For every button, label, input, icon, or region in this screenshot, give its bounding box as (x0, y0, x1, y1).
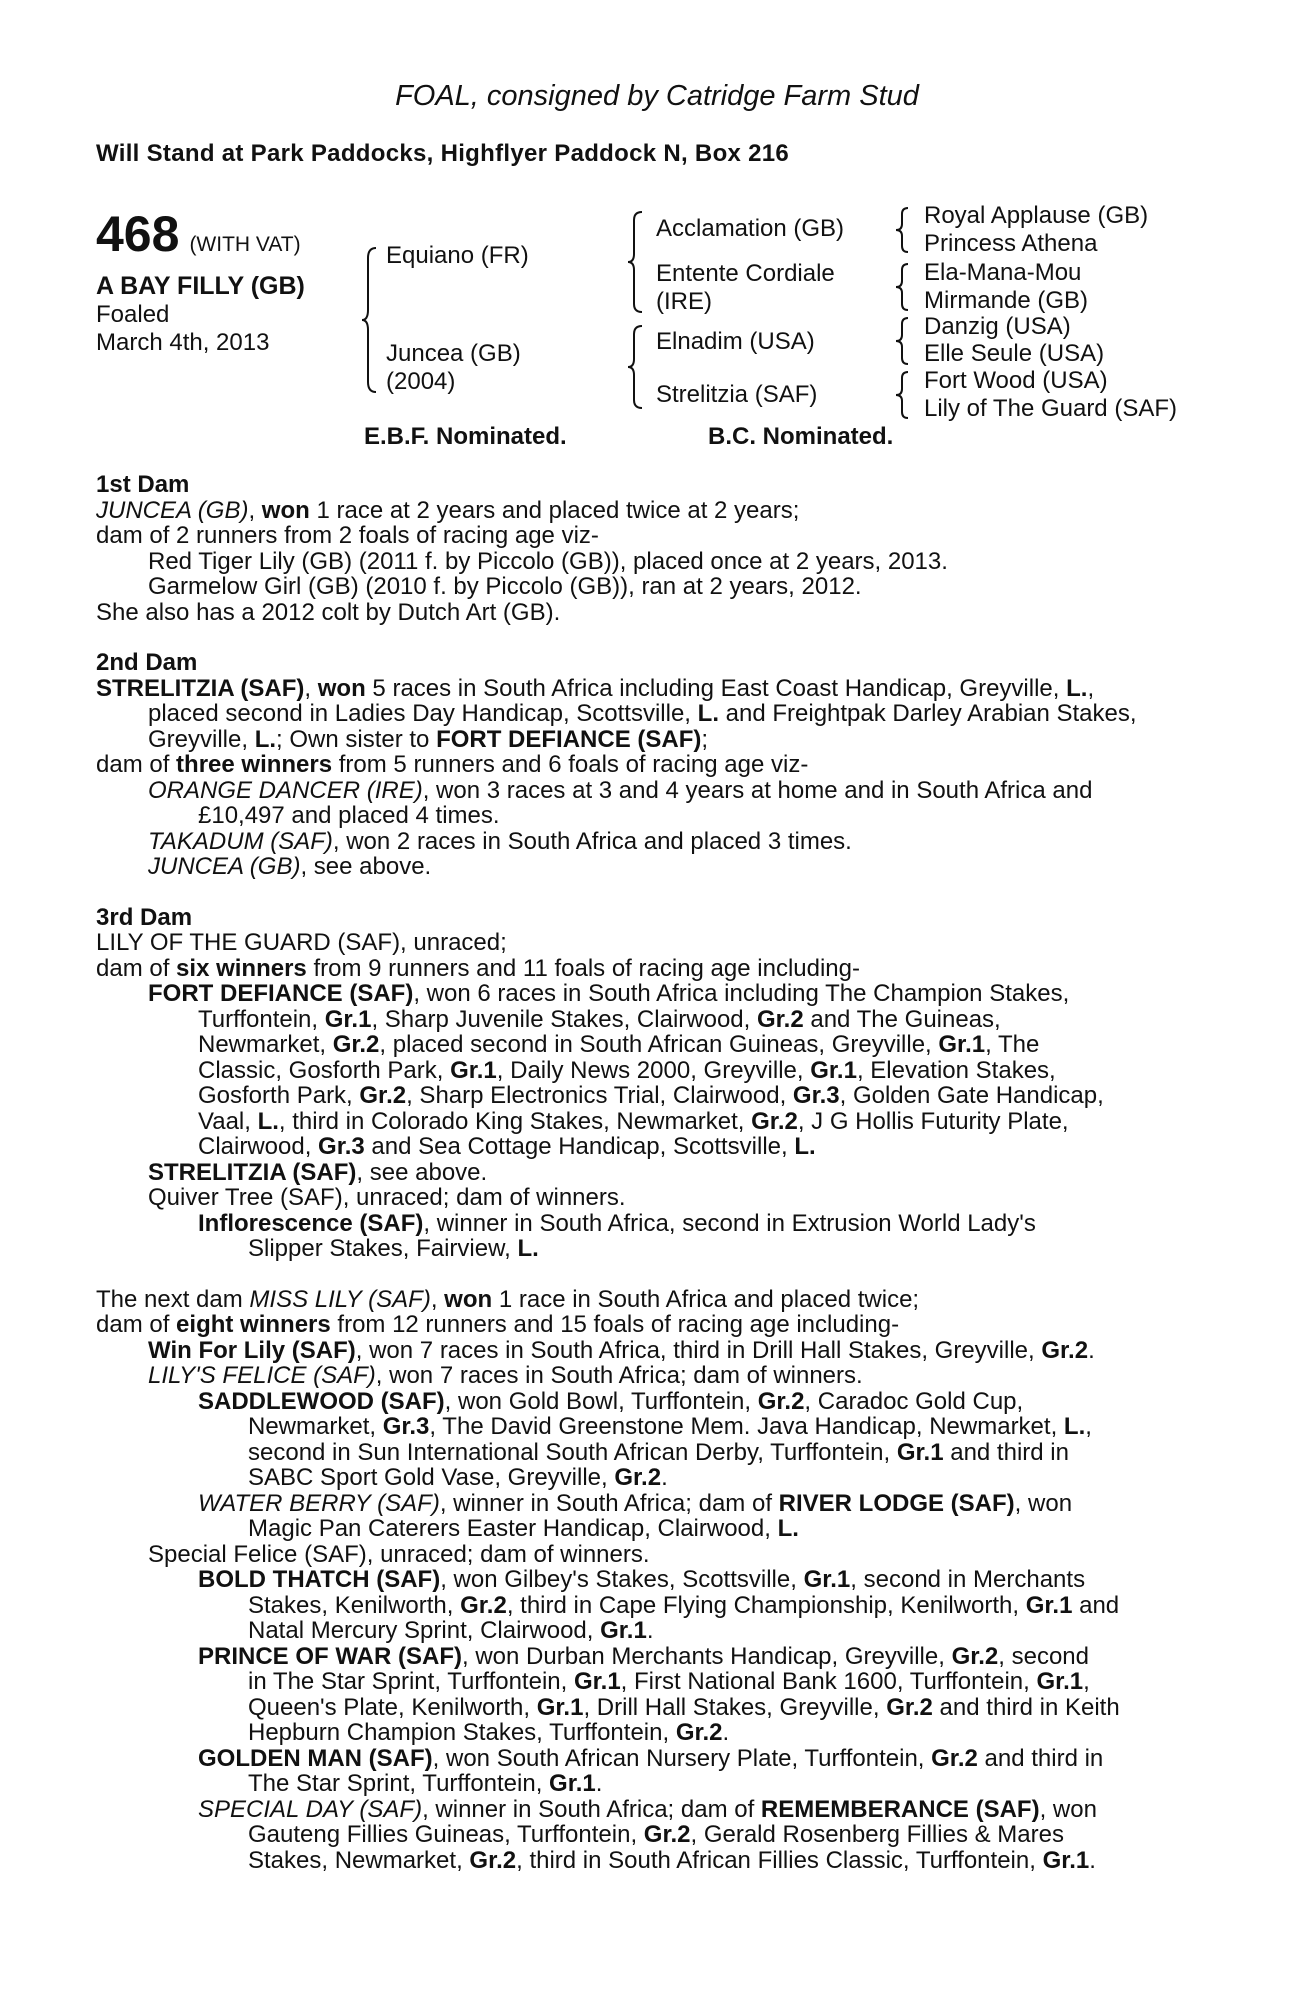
produce-note: She also has a 2012 colt by Dutch Art (GB). (96, 598, 561, 626)
continuation-line (96, 1134, 1206, 1160)
lot-number: 468 (96, 206, 180, 262)
text: from 9 runners and 11 foals of racing age including- (306, 954, 860, 982)
produce-entry: Garmelow Girl (GB) (2010 f. by Piccolo (GB)), ran at 2 years, 2012. (148, 573, 862, 600)
pedigree-bracket-ds (896, 316, 912, 366)
dam-name: STRELITZIA (SAF) (96, 674, 305, 702)
horse-name: LILY'S FELICE (SAF) (148, 1362, 376, 1389)
text: , see above. (300, 853, 432, 880)
text: Stakes, Kenilworth, (248, 1591, 461, 1619)
dam-produce-summary (96, 956, 1206, 982)
text: , second (998, 1642, 1089, 1670)
continuation-line (96, 1414, 1206, 1440)
text: Newmarket, (248, 1413, 383, 1440)
grade-mark: Gr.3 (318, 1133, 365, 1160)
text: , won (1039, 1795, 1097, 1823)
text: , second in Merchants (850, 1566, 1086, 1593)
punctuation: , (1085, 1413, 1092, 1440)
continuation-line (96, 1516, 1206, 1542)
text: , won (1014, 1489, 1073, 1517)
punctuation: . (1089, 1846, 1096, 1874)
foaled-info (96, 301, 269, 357)
continuation-line (96, 1058, 1206, 1084)
continuation-line (96, 1236, 1206, 1262)
text: , won Gold Bowl, Turffontein, (444, 1387, 758, 1415)
produce-entry (96, 1644, 1206, 1670)
grade-mark: Gr.2 (951, 1642, 999, 1670)
continuation-line (96, 1440, 1206, 1466)
listed-mark: L. (257, 1107, 279, 1135)
text: , Daily News 2000, Greyville, (496, 1056, 811, 1084)
dam-name: MISS LILY (SAF) (249, 1285, 431, 1313)
text: , placed second in South African Guineas, Greyville, (379, 1031, 939, 1058)
text: Gauteng Fillies Guineas, Turffontein, (248, 1821, 644, 1848)
pedigree-sire-dam-name: Entente Cordiale (656, 260, 835, 287)
pedigree-bracket-gen1 (362, 246, 380, 394)
pedigree-ssd: Princess Athena (924, 230, 1098, 257)
grade-mark: Gr.2 (359, 1082, 407, 1109)
continuation-line (96, 701, 1206, 727)
pedigree-sire-sire: Acclamation (GB) (656, 215, 845, 242)
winners-count: six winners (176, 954, 307, 982)
horse-name: ORANGE DANCER (IRE) (148, 776, 423, 804)
horse-name: STRELITZIA (SAF) (148, 1158, 357, 1186)
text: , winner in South Africa, second in Extrusion World Lady's (423, 1209, 1036, 1237)
produce-entry: Red Tiger Lily (GB) (2011 f. by Piccolo (GB)), placed once at 2 years, 2013. (148, 547, 948, 575)
text: second in Sun International South African Derby, Turffontein, (248, 1438, 897, 1466)
text: Slipper Stakes, Fairview, (248, 1235, 518, 1262)
text: and Freightpak Darley Arabian Stakes, (718, 700, 1137, 727)
stand-location: Will Stand at Park Paddocks, Highflyer Paddock N, Box 216 (96, 140, 790, 167)
first-dam-line: JUNCEA (GB), won 1 race at 2 years and placed twice at 2 years; (96, 496, 800, 524)
text: Stakes, Newmarket, (248, 1846, 470, 1874)
pedigree-sds: Ela-Mana-Mou (924, 259, 1082, 286)
produce-entry (96, 1338, 1206, 1364)
second-dam-line (96, 676, 1206, 702)
grade-mark: Gr.2 (886, 1693, 933, 1721)
grade-mark: Gr.2 (643, 1821, 691, 1848)
grade-mark: Gr.2 (931, 1744, 978, 1772)
grade-mark: Gr.2 (756, 1005, 804, 1033)
grade-mark: Gr.1 (573, 1668, 621, 1695)
ebf-nominated: E.B.F. Nominated. (364, 423, 567, 450)
grade-mark: Gr.1 (1025, 1591, 1073, 1619)
separator: , (304, 674, 318, 702)
grade-mark: Gr.1 (549, 1770, 596, 1797)
grade-mark: Gr.1 (450, 1056, 497, 1084)
text: and Sea Cottage Handicap, Scottsville, (364, 1133, 795, 1160)
text: Vaal, (198, 1107, 258, 1135)
produce-entry (96, 1211, 1206, 1237)
punctuation: ; (701, 725, 709, 753)
produce-entry (96, 778, 1206, 804)
text: Classic, Gosforth Park, (198, 1056, 451, 1084)
continuation-line (96, 1848, 1206, 1874)
pedigree-dam-year: (2004) (386, 368, 456, 395)
section-gap (96, 1262, 1206, 1287)
produce-entry (96, 1797, 1206, 1823)
pedigree-sire-dam-origin: (IRE) (656, 288, 712, 315)
grade-mark: Gr.1 (803, 1566, 851, 1593)
continuation-line (96, 1083, 1206, 1109)
produce-entry (96, 981, 1206, 1007)
won-label: won (261, 496, 310, 524)
continuation-line (96, 1109, 1206, 1135)
text: and third in Keith (932, 1693, 1120, 1721)
text: dam of (96, 751, 177, 778)
continuation-line (96, 1669, 1206, 1695)
listed-mark: L. (777, 1515, 799, 1542)
pedigree-dss: Danzig (USA) (924, 313, 1071, 340)
pedigree-dam-sire: Elnadim (USA) (656, 328, 815, 355)
produce-entry (96, 1567, 1206, 1593)
text: , The (985, 1031, 1040, 1058)
text: , J G Hollis Futurity Plate, (797, 1107, 1069, 1135)
produce-entry (96, 1160, 1206, 1186)
pedigree-dam-name: Juncea (GB) (386, 340, 521, 367)
text: , won Durban Merchants Handicap, Greyville, (462, 1642, 952, 1670)
horse-name: Inflorescence (SAF) (198, 1209, 424, 1237)
produce-entry: Special Felice (SAF), unraced; dam of winners. (148, 1540, 650, 1568)
grade-mark: Gr.2 (469, 1846, 517, 1874)
text: Natal Mercury Sprint, Clairwood, (248, 1617, 601, 1644)
text: dam of (96, 954, 177, 982)
text: , won 6 races in South Africa including The Champion Stakes, (413, 980, 1070, 1007)
dam-name: JUNCEA (GB) (96, 496, 249, 524)
punctuation: , (1083, 1668, 1090, 1695)
text: , First National Bank 1600, Turffontein, (620, 1668, 1037, 1695)
listed-mark: L. (1063, 1413, 1086, 1440)
text: Greyville, (148, 725, 255, 753)
listed-mark: L. (254, 725, 277, 753)
pedigree-sdd: Mirmande (GB) (924, 287, 1089, 314)
horse-name: FORT DEFIANCE (SAF) (148, 980, 414, 1007)
separator: , (430, 1285, 445, 1313)
text: Queen's Plate, Kenilworth, (248, 1693, 537, 1721)
horse-name: Win For Lily (SAF) (148, 1336, 356, 1364)
grade-mark: Gr.2 (460, 1591, 507, 1619)
foaled-date: March 4th, 2013 (96, 329, 270, 356)
text: , Elevation Stakes, (856, 1056, 1056, 1084)
continuation-line (96, 1720, 1206, 1746)
produce-entry (96, 1746, 1206, 1772)
section-gap (96, 625, 1206, 650)
text: , won South African Nursery Plate, Turffontein, (432, 1744, 932, 1772)
horse-name: PRINCE OF WAR (SAF) (198, 1642, 462, 1670)
horse-name: SADDLEWOOD (SAF) (198, 1387, 445, 1415)
winners-count: three winners (176, 751, 333, 778)
continuation-line (96, 1465, 1206, 1491)
text: Gosforth Park, (198, 1082, 360, 1109)
text: , won 2 races in South Africa and placed 3 times. (332, 827, 852, 855)
text: and The Guineas, (803, 1005, 1001, 1033)
produce-entry (96, 1389, 1206, 1415)
pedigree-bracket-dam (628, 324, 646, 410)
text: , Sharp Electronics Trial, Clairwood, (406, 1082, 793, 1109)
grade-mark: Gr.1 (896, 1438, 944, 1466)
listed-mark: L. (697, 700, 719, 727)
text: Turffontein, (198, 1005, 325, 1033)
grade-mark: Gr.2 (332, 1031, 380, 1058)
punctuation: . (595, 1770, 603, 1797)
produce-entry: Quiver Tree (SAF), unraced; dam of winners. (148, 1184, 626, 1211)
listed-mark: L. (794, 1133, 816, 1160)
grade-mark: Gr.2 (751, 1107, 798, 1135)
bc-nominated: B.C. Nominated. (708, 423, 894, 450)
foaled-label: Foaled (96, 301, 170, 328)
continuation-line (96, 727, 1206, 753)
text: , Golden Gate Handicap, (839, 1082, 1104, 1109)
won-label: won (444, 1285, 493, 1313)
continuation-line (96, 1618, 1206, 1644)
pedigree-notes (96, 472, 1206, 1873)
consignment-line: FOAL, consigned by Catridge Farm Stud (395, 80, 919, 112)
pedigree-dsd: Elle Seule (USA) (924, 340, 1105, 367)
next-dam-line (96, 1287, 1206, 1313)
text: Hepburn Champion Stakes, Turffontein, (248, 1719, 676, 1746)
listed-mark: L. (1066, 674, 1088, 702)
second-dam-heading: 2nd Dam (96, 649, 198, 676)
text: and (1072, 1591, 1120, 1619)
text: , Caradoc Gold Cup, (804, 1387, 1024, 1415)
text: ; Own sister to (276, 725, 437, 753)
horse-name: RIVER LODGE (SAF) (778, 1489, 1015, 1517)
punctuation: , (1087, 674, 1095, 702)
listed-mark: L. (517, 1235, 539, 1262)
dam-produce-summary: dam of 2 runners from 2 foals of racing age viz- (96, 522, 599, 549)
vat-note: (WITH VAT) (189, 233, 301, 256)
pedigree-sss: Royal Applause (GB) (924, 202, 1149, 229)
race-record: 5 races in South Africa including East Coast Handicap, Greyville, (365, 674, 1067, 702)
horse-name: TAKADUM (SAF) (148, 827, 333, 855)
text: Clairwood, (198, 1133, 319, 1160)
pedigree-sire-dam (656, 260, 835, 316)
pedigree-dds: Fort Wood (USA) (924, 367, 1108, 394)
horse-name: GOLDEN MAN (SAF) (198, 1744, 433, 1772)
dam-produce-summary (96, 752, 1206, 778)
text: , won 3 races at 3 and 4 years at home and in South Africa and (422, 776, 1093, 804)
pedigree-ddd: Lily of The Guard (SAF) (924, 395, 1177, 422)
pedigree-bracket-sire (628, 210, 646, 314)
pedigree-dam-dam: Strelitzia (SAF) (656, 381, 818, 408)
third-dam-line: LILY OF THE GUARD (SAF), unraced; (96, 929, 507, 956)
horse-name: REMEMBERANCE (SAF) (760, 1795, 1040, 1823)
text: from 5 runners and 6 foals of racing age viz- (332, 751, 809, 778)
continuation-line (96, 1771, 1206, 1797)
grade-mark: Gr.1 (600, 1617, 647, 1644)
text: , winner in South Africa; dam of (439, 1489, 779, 1517)
grade-mark: Gr.3 (792, 1082, 840, 1109)
first-dam-heading: 1st Dam (96, 471, 190, 498)
produce-entry (96, 1491, 1206, 1517)
horse-name: BOLD THATCH (SAF) (198, 1566, 441, 1593)
grade-mark: Gr.2 (757, 1387, 805, 1415)
text: , winner in South Africa; dam of (422, 1795, 761, 1823)
text: Magic Pan Caterers Easter Handicap, Clairwood, (248, 1515, 778, 1542)
text: The next dam (96, 1285, 250, 1313)
text: The Star Sprint, Turffontein, (248, 1770, 550, 1797)
pedigree-bracket-sd (896, 262, 912, 312)
won-label: won (317, 674, 366, 702)
text: , Drill Hall Stakes, Greyville, (583, 1693, 887, 1721)
third-dam-heading: 3rd Dam (96, 903, 193, 931)
horse-name: JUNCEA (GB) (148, 853, 301, 880)
punctuation: . (661, 1464, 668, 1491)
continuation-line (96, 1695, 1206, 1721)
text: , third in Colorado King Stakes, Newmarket, (278, 1107, 752, 1135)
text: 1 race in South Africa and placed twice; (492, 1285, 920, 1313)
continuation-line (96, 1822, 1206, 1848)
continuation-line (96, 1007, 1206, 1033)
text: , third in Cape Flying Championship, Kenilworth, (506, 1591, 1026, 1619)
text: , third in South African Fillies Classic, Turffontein, (516, 1846, 1043, 1874)
race-record: 1 race at 2 years and placed twice at 2 years; (309, 496, 800, 524)
text: placed second in Ladies Day Handicap, Scottsville, (148, 700, 698, 727)
text: from 12 runners and 15 foals of racing age including- (330, 1311, 900, 1338)
horse-name: FORT DEFIANCE (SAF) (436, 725, 702, 753)
pedigree-sire: Equiano (FR) (386, 242, 529, 269)
section-gap (96, 880, 1206, 905)
grade-mark: Gr.2 (675, 1719, 723, 1746)
text: , Gerald Rosenberg Fillies & Mares (690, 1821, 1064, 1848)
pedigree-dam (386, 340, 521, 396)
pedigree-bracket-dd (896, 370, 912, 420)
text: Newmarket, (198, 1031, 333, 1058)
grade-mark: Gr.1 (938, 1031, 986, 1058)
text: , see above. (356, 1158, 488, 1186)
produce-entry (96, 854, 1206, 880)
text: , Sharp Juvenile Stakes, Clairwood, (371, 1005, 757, 1033)
text: and third in (977, 1744, 1104, 1772)
punctuation: . (1088, 1336, 1095, 1364)
horse-name: SPECIAL DAY (SAF) (198, 1795, 423, 1823)
dam-produce-summary (96, 1312, 1206, 1338)
horse-description: A BAY FILLY (GB) (96, 272, 305, 300)
continuation-line: £10,497 and placed 4 times. (198, 802, 500, 829)
winners-count: eight winners (176, 1311, 331, 1338)
produce-entry (96, 829, 1206, 855)
grade-mark: Gr.1 (324, 1005, 372, 1033)
grade-mark: Gr.1 (1042, 1846, 1090, 1874)
text: in The Star Sprint, Turffontein, (248, 1668, 574, 1695)
punctuation: . (722, 1719, 730, 1746)
pedigree-bracket-ss (896, 206, 912, 254)
continuation-line (96, 1593, 1206, 1619)
produce-entry (96, 1363, 1206, 1389)
text: dam of (96, 1311, 177, 1338)
grade-mark: Gr.2 (1041, 1336, 1089, 1364)
grade-mark: Gr.2 (614, 1464, 662, 1491)
text: SABC Sport Gold Vase, Greyville, (248, 1464, 615, 1491)
grade-mark: Gr.1 (536, 1693, 584, 1721)
text: , won Gilbey's Stakes, Scottsville, (440, 1566, 804, 1593)
continuation-line (96, 1032, 1206, 1058)
grade-mark: Gr.1 (810, 1056, 857, 1084)
punctuation: . (646, 1617, 654, 1644)
grade-mark: Gr.1 (1036, 1668, 1084, 1695)
text: and third in (943, 1438, 1069, 1466)
grade-mark: Gr.3 (382, 1413, 430, 1440)
text: , The David Greenstone Mem. Java Handicap, Newmarket, (429, 1413, 1064, 1440)
text: , won 7 races in South Africa, third in Drill Hall Stakes, Greyville, (355, 1336, 1042, 1364)
lot-heading (96, 205, 301, 263)
horse-name: WATER BERRY (SAF) (198, 1489, 440, 1517)
text: , won 7 races in South Africa; dam of winners. (375, 1362, 863, 1389)
